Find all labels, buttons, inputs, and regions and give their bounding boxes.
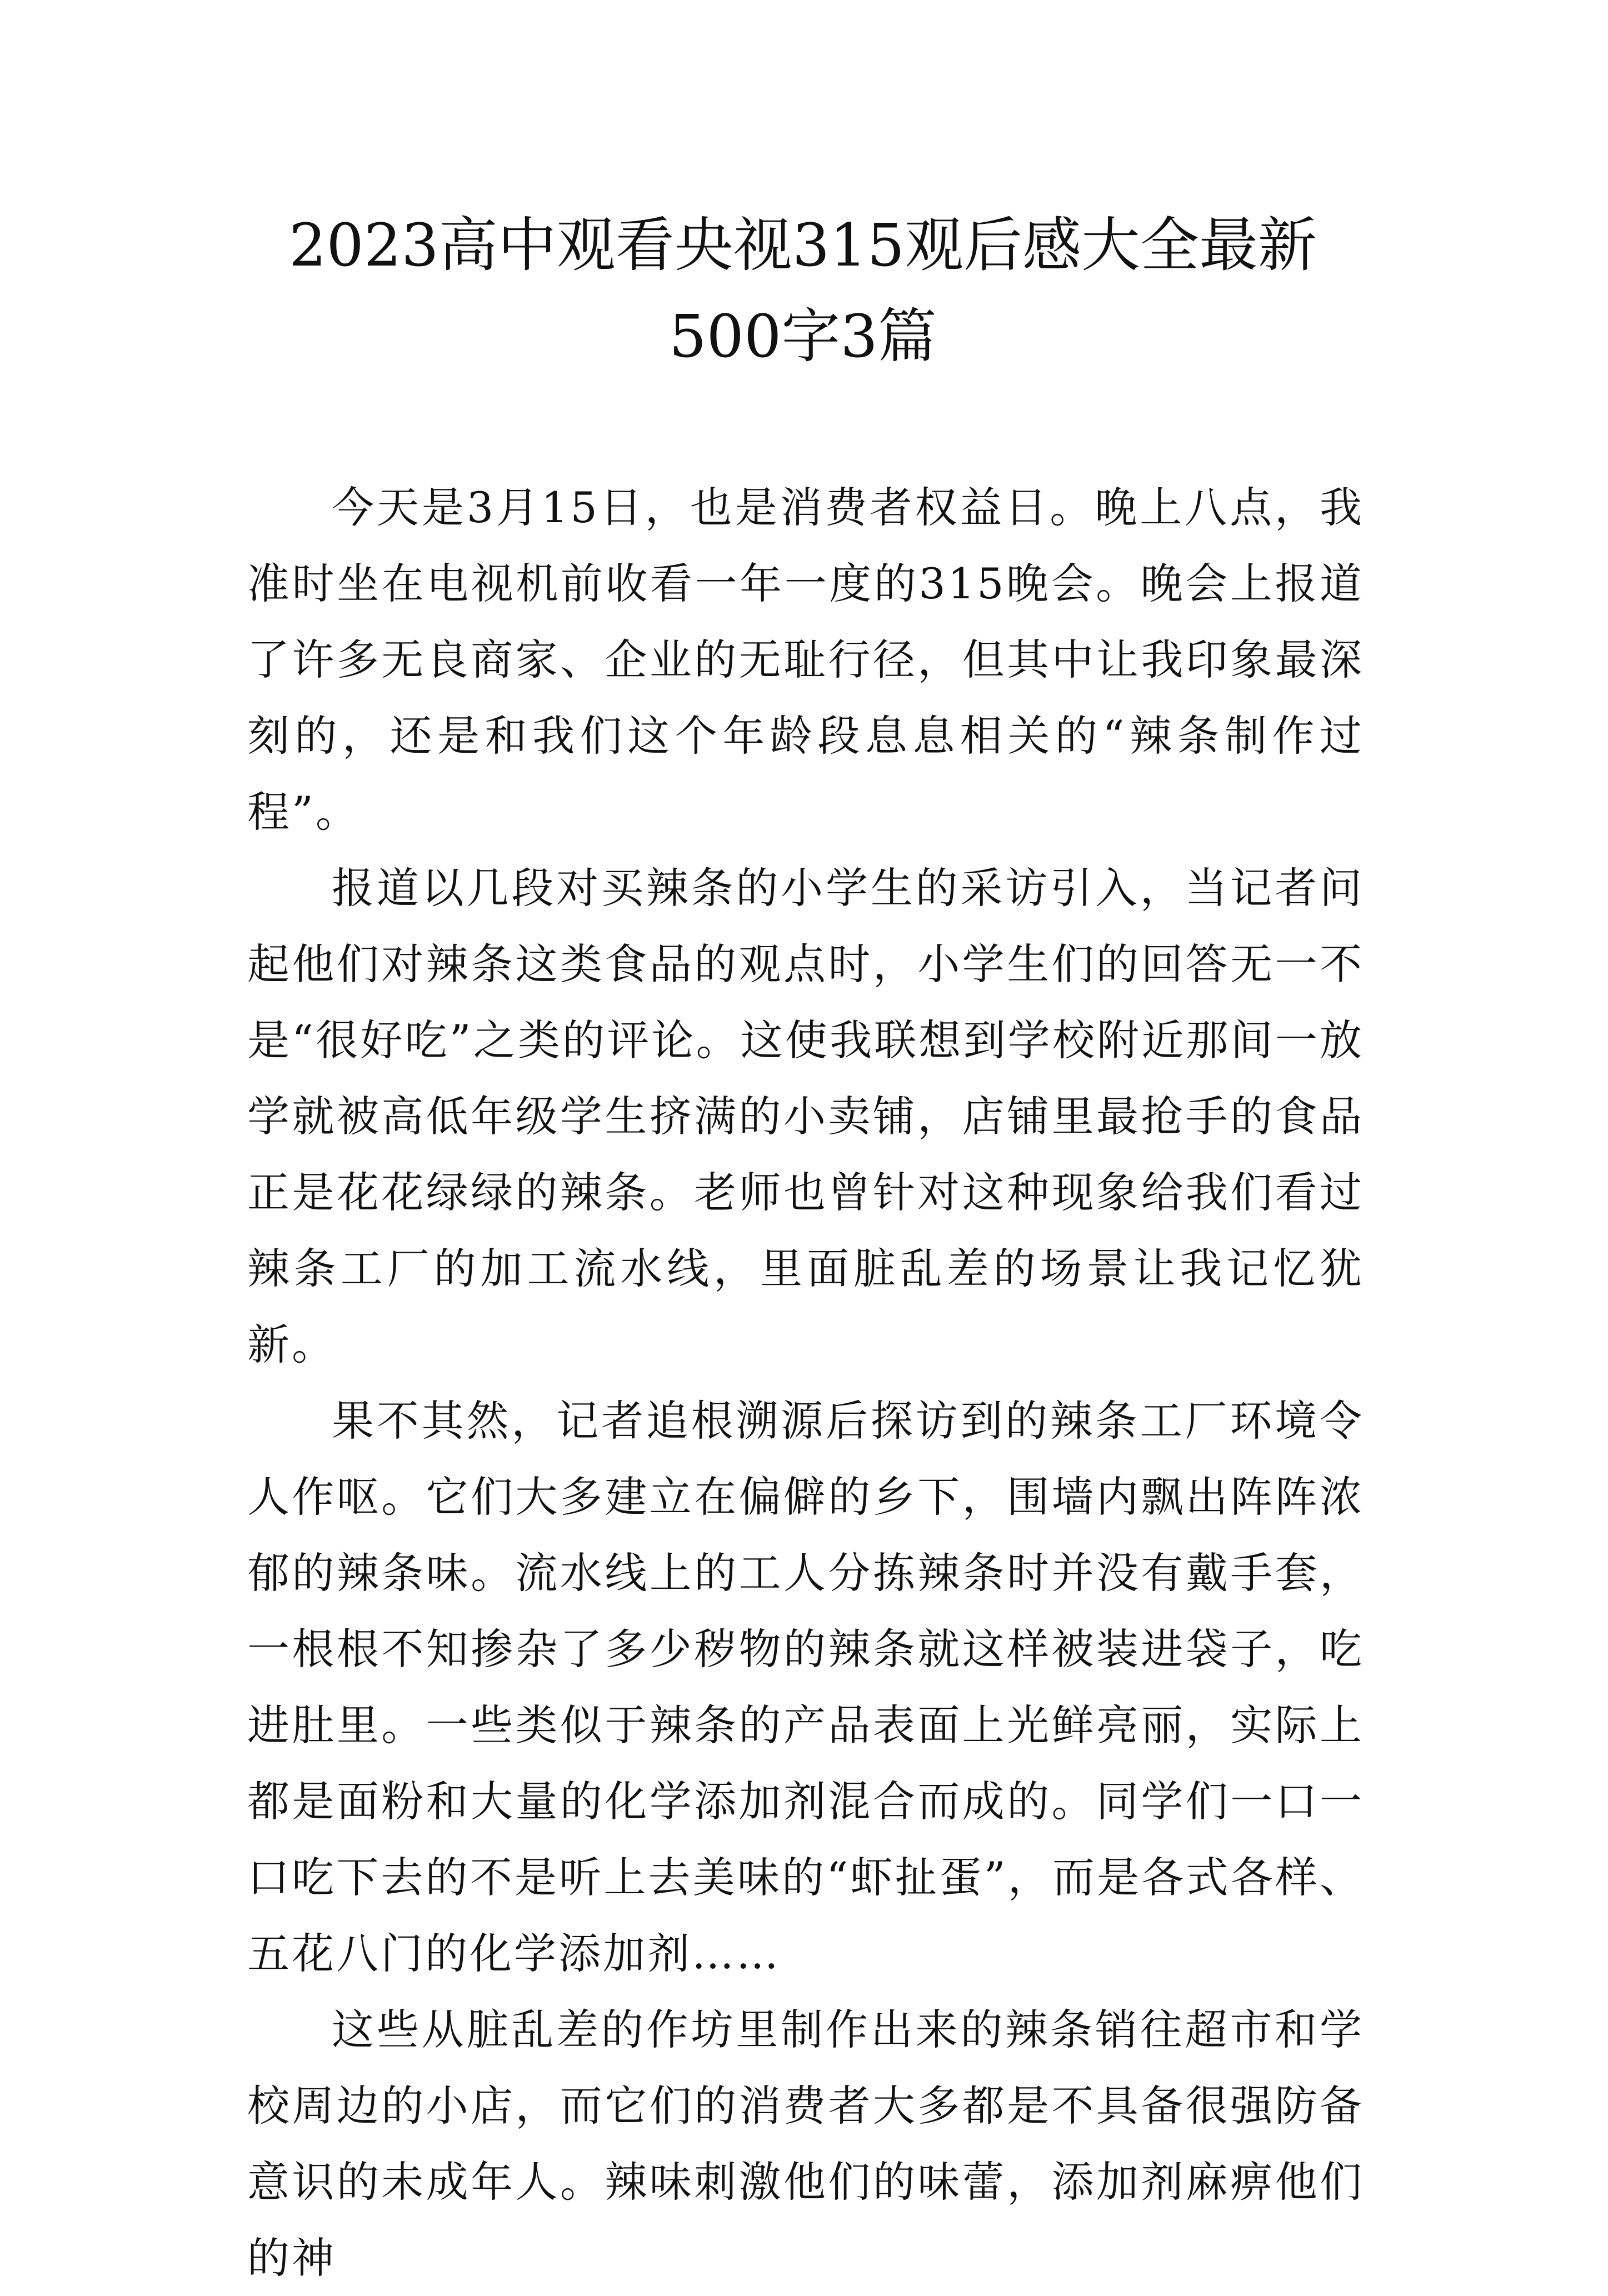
paragraph: 果不其然，记者追根溯源后探访到的辣条工厂环境令人作呕。它们大多建立在偏僻的乡下，围墙内飘出阵阵浓郁的辣条味。流水线上的工人分拣辣条时并没有戴手套，一根根不知掺杂了多少秽物的辣条就这样被装进袋子，吃进肚里。一些类似于辣条的产品表面上光鲜亮丽，实际上都是面粉和大量的化学添加剂混合而成的。同学们一口一口吃下去的不是听上去美味的“虾扯蛋”，而是各式各样、五花八门的化学添加剂…… <box>247 1396 1364 1978</box>
paragraph: 这些从脏乱差的作坊里制作出来的辣条销往超市和学校周边的小店，而它们的消费者大多都是不具备很强防备意识的未成年人。辣味刺激他们的味蕾，添加剂麻痹他们的神 <box>247 2005 1364 2283</box>
paragraph: 报道以几段对买辣条的小学生的采访引入，当记者问起他们对辣条这类食品的观点时，小学生们的回答无一不是“很好吃”之类的评论。这使我联想到学校附近那间一放学就被高低年级学生挤满的小卖铺，店铺里最抢手的食品正是花花绿绿的辣条。老师也曾针对这种现象给我们看过辣条工厂的加工流水线，里面脏乱差的场景让我记忆犹新。 <box>247 863 1364 1369</box>
document-title: 2023高中观看央视315观后感大全最新500字3篇 <box>288 211 1317 371</box>
paragraph: 今天是3月15日，也是消费者权益日。晚上八点，我准时坐在电视机前收看一年一度的315晚会。晚会上报道了许多无良商家、企业的无耻行径，但其中让我印象最深刻的，还是和我们这个年龄段息息相关的“辣条制作过程”。 <box>247 483 1364 837</box>
document-body <box>247 469 1364 2296</box>
